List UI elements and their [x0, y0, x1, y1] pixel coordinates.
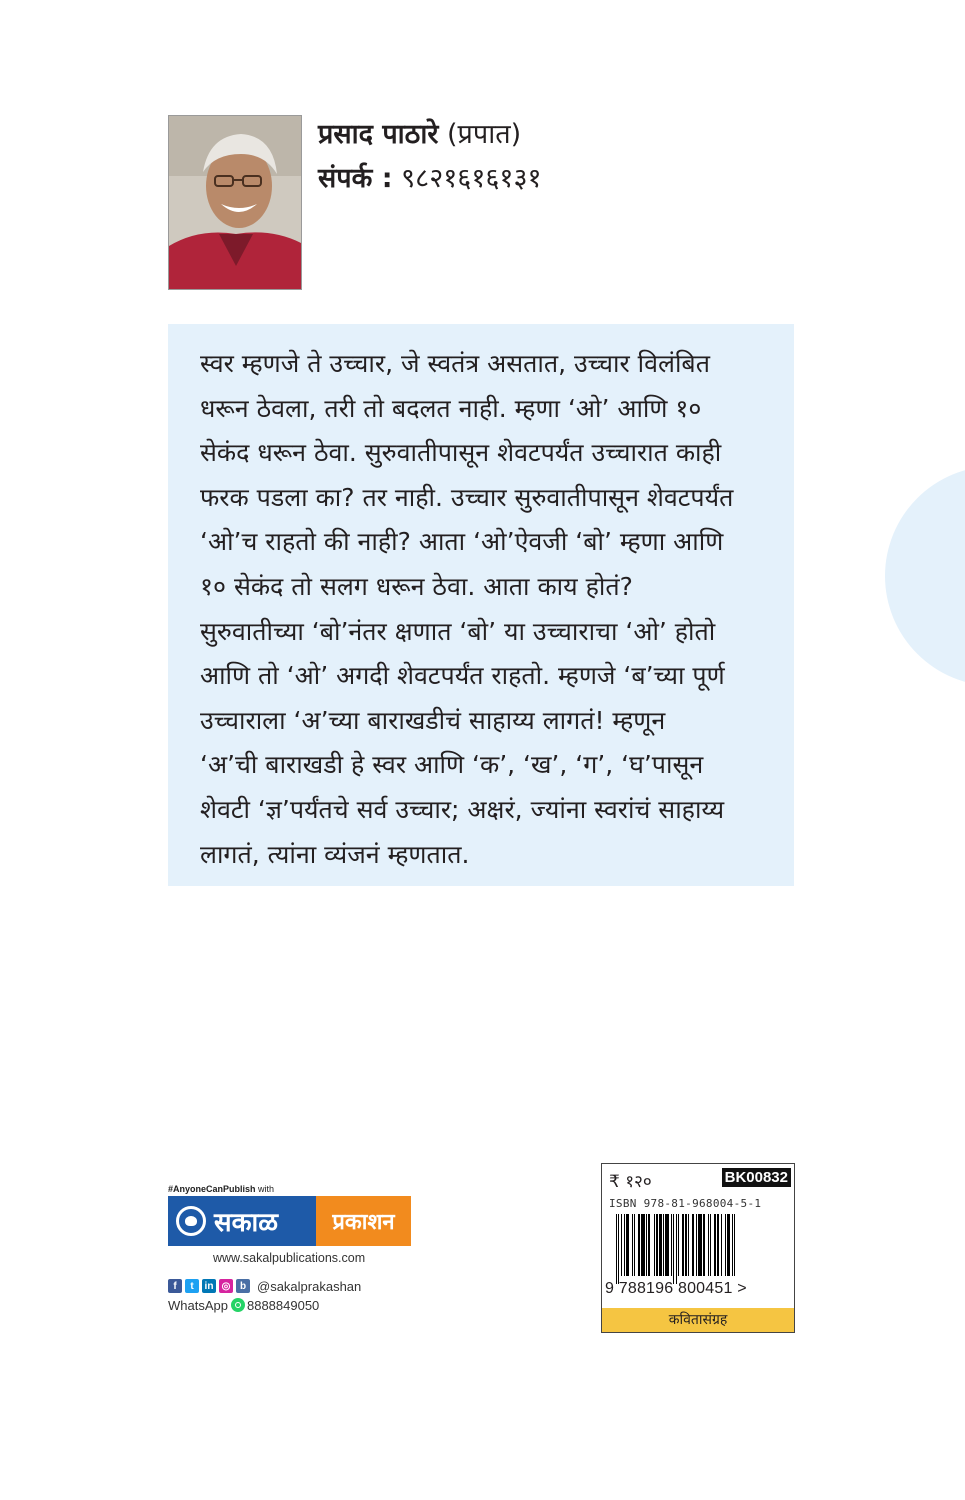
- blurb-line: ‘ओ’च राहतो की नाही? आता ‘ओ’ऐवजी ‘बो’ म्हणा आणि: [200, 527, 724, 557]
- barcode-number: 9 788196 800451 >: [605, 1280, 747, 1297]
- price: ₹ १२०: [609, 1172, 652, 1192]
- linkedin-icon[interactable]: in: [202, 1279, 216, 1293]
- facebook-icon[interactable]: f: [168, 1279, 182, 1293]
- book-code-badge: BK00832: [722, 1168, 791, 1187]
- logo-suffix-text: प्रकाशन: [332, 1210, 395, 1235]
- blurb-line: फरक पडला का? तर नाही. उच्चार सुरुवातीपासून शेवटपर्यंत: [200, 482, 734, 512]
- blurb-line: लागतं, त्यांना व्यंजनं म्हणतात.: [200, 839, 470, 869]
- blurb-line: आणि तो ‘ओ’ अगदी शेवटपर्यंत राहतो. म्हणजे ‘ब’च्या पूर्ण: [200, 661, 725, 691]
- contact-number: ९८२१६१६१३१: [401, 163, 542, 194]
- blurb-line: स्वर म्हणजे ते उच्चार, जे स्वतंत्र असतात, उच्चार विलंबित: [200, 349, 710, 378]
- author-name-text: प्रसाद पाठारे: [318, 119, 439, 150]
- logo-brand-text: सकाळ: [214, 1208, 279, 1238]
- instagram-icon[interactable]: ◎: [219, 1279, 233, 1293]
- publisher-logo: [168, 1196, 411, 1246]
- blurb-line: उच्चाराला ‘अ’च्या बाराखडीचं साहाय्य लागतं! म्हणून: [200, 705, 666, 735]
- blurb-line: ‘अ’ची बाराखडी हे स्वर आणि ‘क’, ‘ख’, ‘ग’, ‘घ’पासून: [200, 750, 704, 780]
- decorative-circle: [885, 466, 965, 686]
- publisher-hashtag: [168, 1184, 274, 1194]
- blurb-panel: [168, 324, 794, 886]
- logo-brand-block: [168, 1196, 316, 1246]
- social-links: [168, 1278, 361, 1294]
- barcode-box: [601, 1163, 795, 1333]
- author-photo: [168, 115, 302, 290]
- author-pen-name: (प्रपात): [447, 119, 522, 150]
- blurb-line: सुरुवातीच्या ‘बो’नंतर क्षणात ‘बो’ या उच्चाराचा ‘ओ’ होतो: [200, 616, 716, 646]
- whatsapp-contact: [168, 1297, 319, 1313]
- sakal-emblem-icon: [176, 1206, 206, 1236]
- author-contact: [318, 162, 542, 196]
- whatsapp-number[interactable]: 8888849050: [246, 1297, 320, 1313]
- social-handle[interactable]: @sakalprakashan: [257, 1278, 362, 1294]
- author-name: [318, 118, 521, 152]
- whatsapp-label: WhatsApp: [168, 1297, 228, 1313]
- blog-icon[interactable]: b: [236, 1279, 250, 1293]
- blurb-line: १० सेकंद तो सलग धरून ठेवा. आता काय होतं?: [200, 571, 633, 601]
- twitter-icon[interactable]: t: [185, 1279, 199, 1293]
- blurb-line: सेकंद धरून ठेवा. सुरुवातीपासून शेवटपर्यंत उच्चारात काही: [200, 438, 722, 468]
- whatsapp-icon: [231, 1298, 245, 1312]
- blurb-line: शेवटी ‘ज्ञ’पर्यंतचे सर्व उच्चार; अक्षरं, ज्यांना स्वरांचं साहाय्य: [200, 794, 725, 824]
- genre-band: कवितासंग्रह: [602, 1308, 794, 1332]
- hashtag-suffix: with: [258, 1184, 275, 1194]
- publisher-website[interactable]: www.sakalpublications.com: [213, 1251, 366, 1265]
- contact-label: संपर्क :: [318, 163, 393, 194]
- isbn-text: ISBN 978-81-968004-5-1: [609, 1197, 762, 1210]
- hashtag-text: #AnyoneCanPublish: [168, 1184, 256, 1194]
- blurb-line: धरून ठेवला, तरी तो बदलत नाही. म्हणा ‘ओ’ आणि १०: [200, 393, 702, 423]
- barcode-bars: [616, 1214, 782, 1284]
- logo-suffix-block: [316, 1196, 411, 1246]
- barcode-gap: [735, 1214, 736, 1276]
